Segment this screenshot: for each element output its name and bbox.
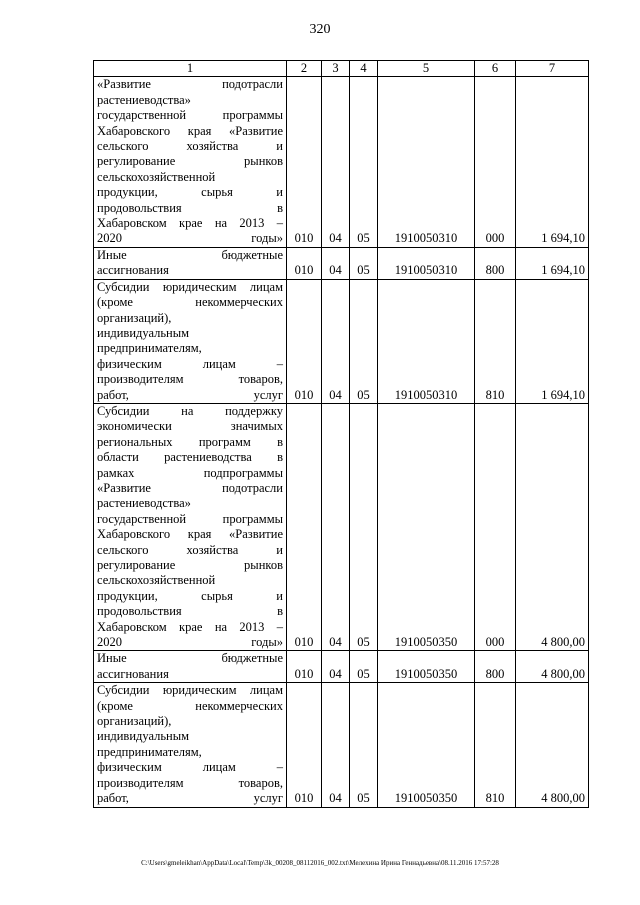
row-name-line: государственной программы <box>97 511 283 526</box>
row-col4-cell: 05 <box>350 651 378 683</box>
row-name-line: 2020 годы» <box>97 635 283 650</box>
row-col3-cell: 04 <box>322 651 350 683</box>
row-name-line: Хабаровском крае на 2013 – <box>97 216 283 231</box>
row-col4-cell: 05 <box>350 77 378 247</box>
row-name-cell <box>94 683 287 807</box>
row-name-line: производителям товаров, <box>97 372 283 387</box>
row-name-line: «Развитие подотрасли <box>97 480 283 495</box>
row-col4-cell: 05 <box>350 683 378 807</box>
table-row <box>94 247 589 279</box>
row-name-line: организаций), <box>97 310 172 325</box>
header-col-1: 1 <box>94 61 287 77</box>
row-name-line: предпринимателям, <box>97 341 202 356</box>
row-col5-cell: 1910050310 <box>378 77 475 247</box>
row-name-line: продукции, сырья и <box>97 185 283 200</box>
header-col-7: 7 <box>516 61 589 77</box>
row-col5-cell: 1910050310 <box>378 279 475 403</box>
row-name-line: индивидуальным <box>97 729 190 744</box>
row-col4-cell: 05 <box>350 247 378 279</box>
row-name-cell <box>94 403 287 651</box>
row-name-line: организаций), <box>97 714 172 729</box>
row-col5-cell: 1910050350 <box>378 403 475 651</box>
row-col6-cell: 000 <box>475 403 516 651</box>
row-name-line: «Развитие подотрасли <box>97 77 283 92</box>
row-col2-cell: 010 <box>287 279 322 403</box>
row-col7-cell: 1 694,10 <box>516 247 589 279</box>
row-col7-cell: 4 800,00 <box>516 403 589 651</box>
row-col7-cell: 1 694,10 <box>516 279 589 403</box>
row-name-line: сельского хозяйства и <box>97 542 283 557</box>
row-name-line: Хабаровского края «Развитие <box>97 123 283 138</box>
row-col3-cell: 04 <box>322 683 350 807</box>
row-name-line: регулирование рынков <box>97 154 283 169</box>
table-row <box>94 651 589 683</box>
row-name-cell <box>94 279 287 403</box>
row-name-line: 2020 годы» <box>97 231 283 246</box>
row-name-line: сельскохозяйственной <box>97 169 216 184</box>
row-name-line: Субсидии на поддержку <box>97 403 283 418</box>
row-name-line: (кроме некоммерческих <box>97 295 283 310</box>
row-name-line: ассигнования <box>97 666 169 681</box>
row-name-line: предпринимателям, <box>97 744 202 759</box>
row-col2-cell: 010 <box>287 403 322 651</box>
row-col6-cell: 800 <box>475 651 516 683</box>
page-number: 320 <box>309 22 331 37</box>
row-col5-cell: 1910050350 <box>378 683 475 807</box>
row-name-line: государственной программы <box>97 108 283 123</box>
header-col-2: 2 <box>287 61 322 77</box>
row-name-line: физическим лицам – <box>97 356 283 371</box>
row-col6-cell: 810 <box>475 683 516 807</box>
row-col2-cell: 010 <box>287 247 322 279</box>
row-name-line: растениеводства» <box>97 92 191 107</box>
row-name-line: продовольствия в <box>97 200 283 215</box>
row-name-line: региональных программ в <box>97 434 283 449</box>
row-name-line: Хабаровском крае на 2013 – <box>97 619 283 634</box>
row-name-line: регулирование рынков <box>97 558 283 572</box>
row-col6-cell: 810 <box>475 279 516 403</box>
row-col2-cell: 010 <box>287 651 322 683</box>
row-name-line: индивидуальным <box>97 325 190 340</box>
row-col5-cell: 1910050350 <box>378 651 475 683</box>
row-name-line: Субсидии юридическим лицам <box>97 683 283 698</box>
row-col6-cell: 800 <box>475 247 516 279</box>
header-col-5: 5 <box>378 61 475 77</box>
row-name-line: Иные бюджетные <box>97 247 283 262</box>
file-path-footer: C:\Users\gmeleikhan\AppData\Local\Temp\3k_00208_08112016_002.txt\Мелехина Ирина Геннадьевна\08.11.2016 17:57:28 <box>141 859 499 867</box>
row-name-line: области растениеводства в <box>97 450 283 465</box>
row-col7-cell: 1 694,10 <box>516 77 589 247</box>
row-col7-cell: 4 800,00 <box>516 651 589 683</box>
budget-table <box>93 60 589 808</box>
row-col3-cell: 04 <box>322 77 350 247</box>
row-name-line: продовольствия в <box>97 604 283 619</box>
row-col7-cell: 4 800,00 <box>516 683 589 807</box>
row-name-line: растениеводства» <box>97 496 191 511</box>
row-col5-cell: 1910050310 <box>378 247 475 279</box>
row-col2-cell: 010 <box>287 683 322 807</box>
row-name-cell <box>94 651 287 683</box>
row-name-line: Субсидии юридическим лицам <box>97 279 283 294</box>
table-row <box>94 77 589 247</box>
row-name-line: продукции, сырья и <box>97 588 283 603</box>
row-col3-cell: 04 <box>322 403 350 651</box>
table-header-row <box>94 61 589 77</box>
table-row <box>94 683 589 807</box>
table-body <box>94 77 589 807</box>
row-name-line: работ, услуг <box>97 791 283 806</box>
row-name-cell <box>94 247 287 279</box>
row-col3-cell: 04 <box>322 279 350 403</box>
row-name-line: физическим лицам – <box>97 760 283 775</box>
row-name-line: (кроме некоммерческих <box>97 698 283 713</box>
header-col-4: 4 <box>350 61 378 77</box>
row-name-line: сельскохозяйственной <box>97 573 216 588</box>
row-name-line: сельского хозяйства и <box>97 139 283 154</box>
row-name-line: Иные бюджетные <box>97 651 283 666</box>
row-name-line: работ, услуг <box>97 387 283 402</box>
row-name-cell <box>94 77 287 247</box>
row-name-line: Хабаровского края «Развитие <box>97 527 283 542</box>
header-col-3: 3 <box>322 61 350 77</box>
table-row <box>94 403 589 651</box>
row-col3-cell: 04 <box>322 247 350 279</box>
header-col-6: 6 <box>475 61 516 77</box>
row-col4-cell: 05 <box>350 403 378 651</box>
row-name-line: ассигнования <box>97 263 169 278</box>
row-col4-cell: 05 <box>350 279 378 403</box>
table-row <box>94 279 589 403</box>
row-name-line: рамках подпрограммы <box>97 465 283 480</box>
row-name-line: экономически значимых <box>97 419 283 434</box>
row-col6-cell: 000 <box>475 77 516 247</box>
row-col2-cell: 010 <box>287 77 322 247</box>
row-name-line: производителям товаров, <box>97 775 283 790</box>
